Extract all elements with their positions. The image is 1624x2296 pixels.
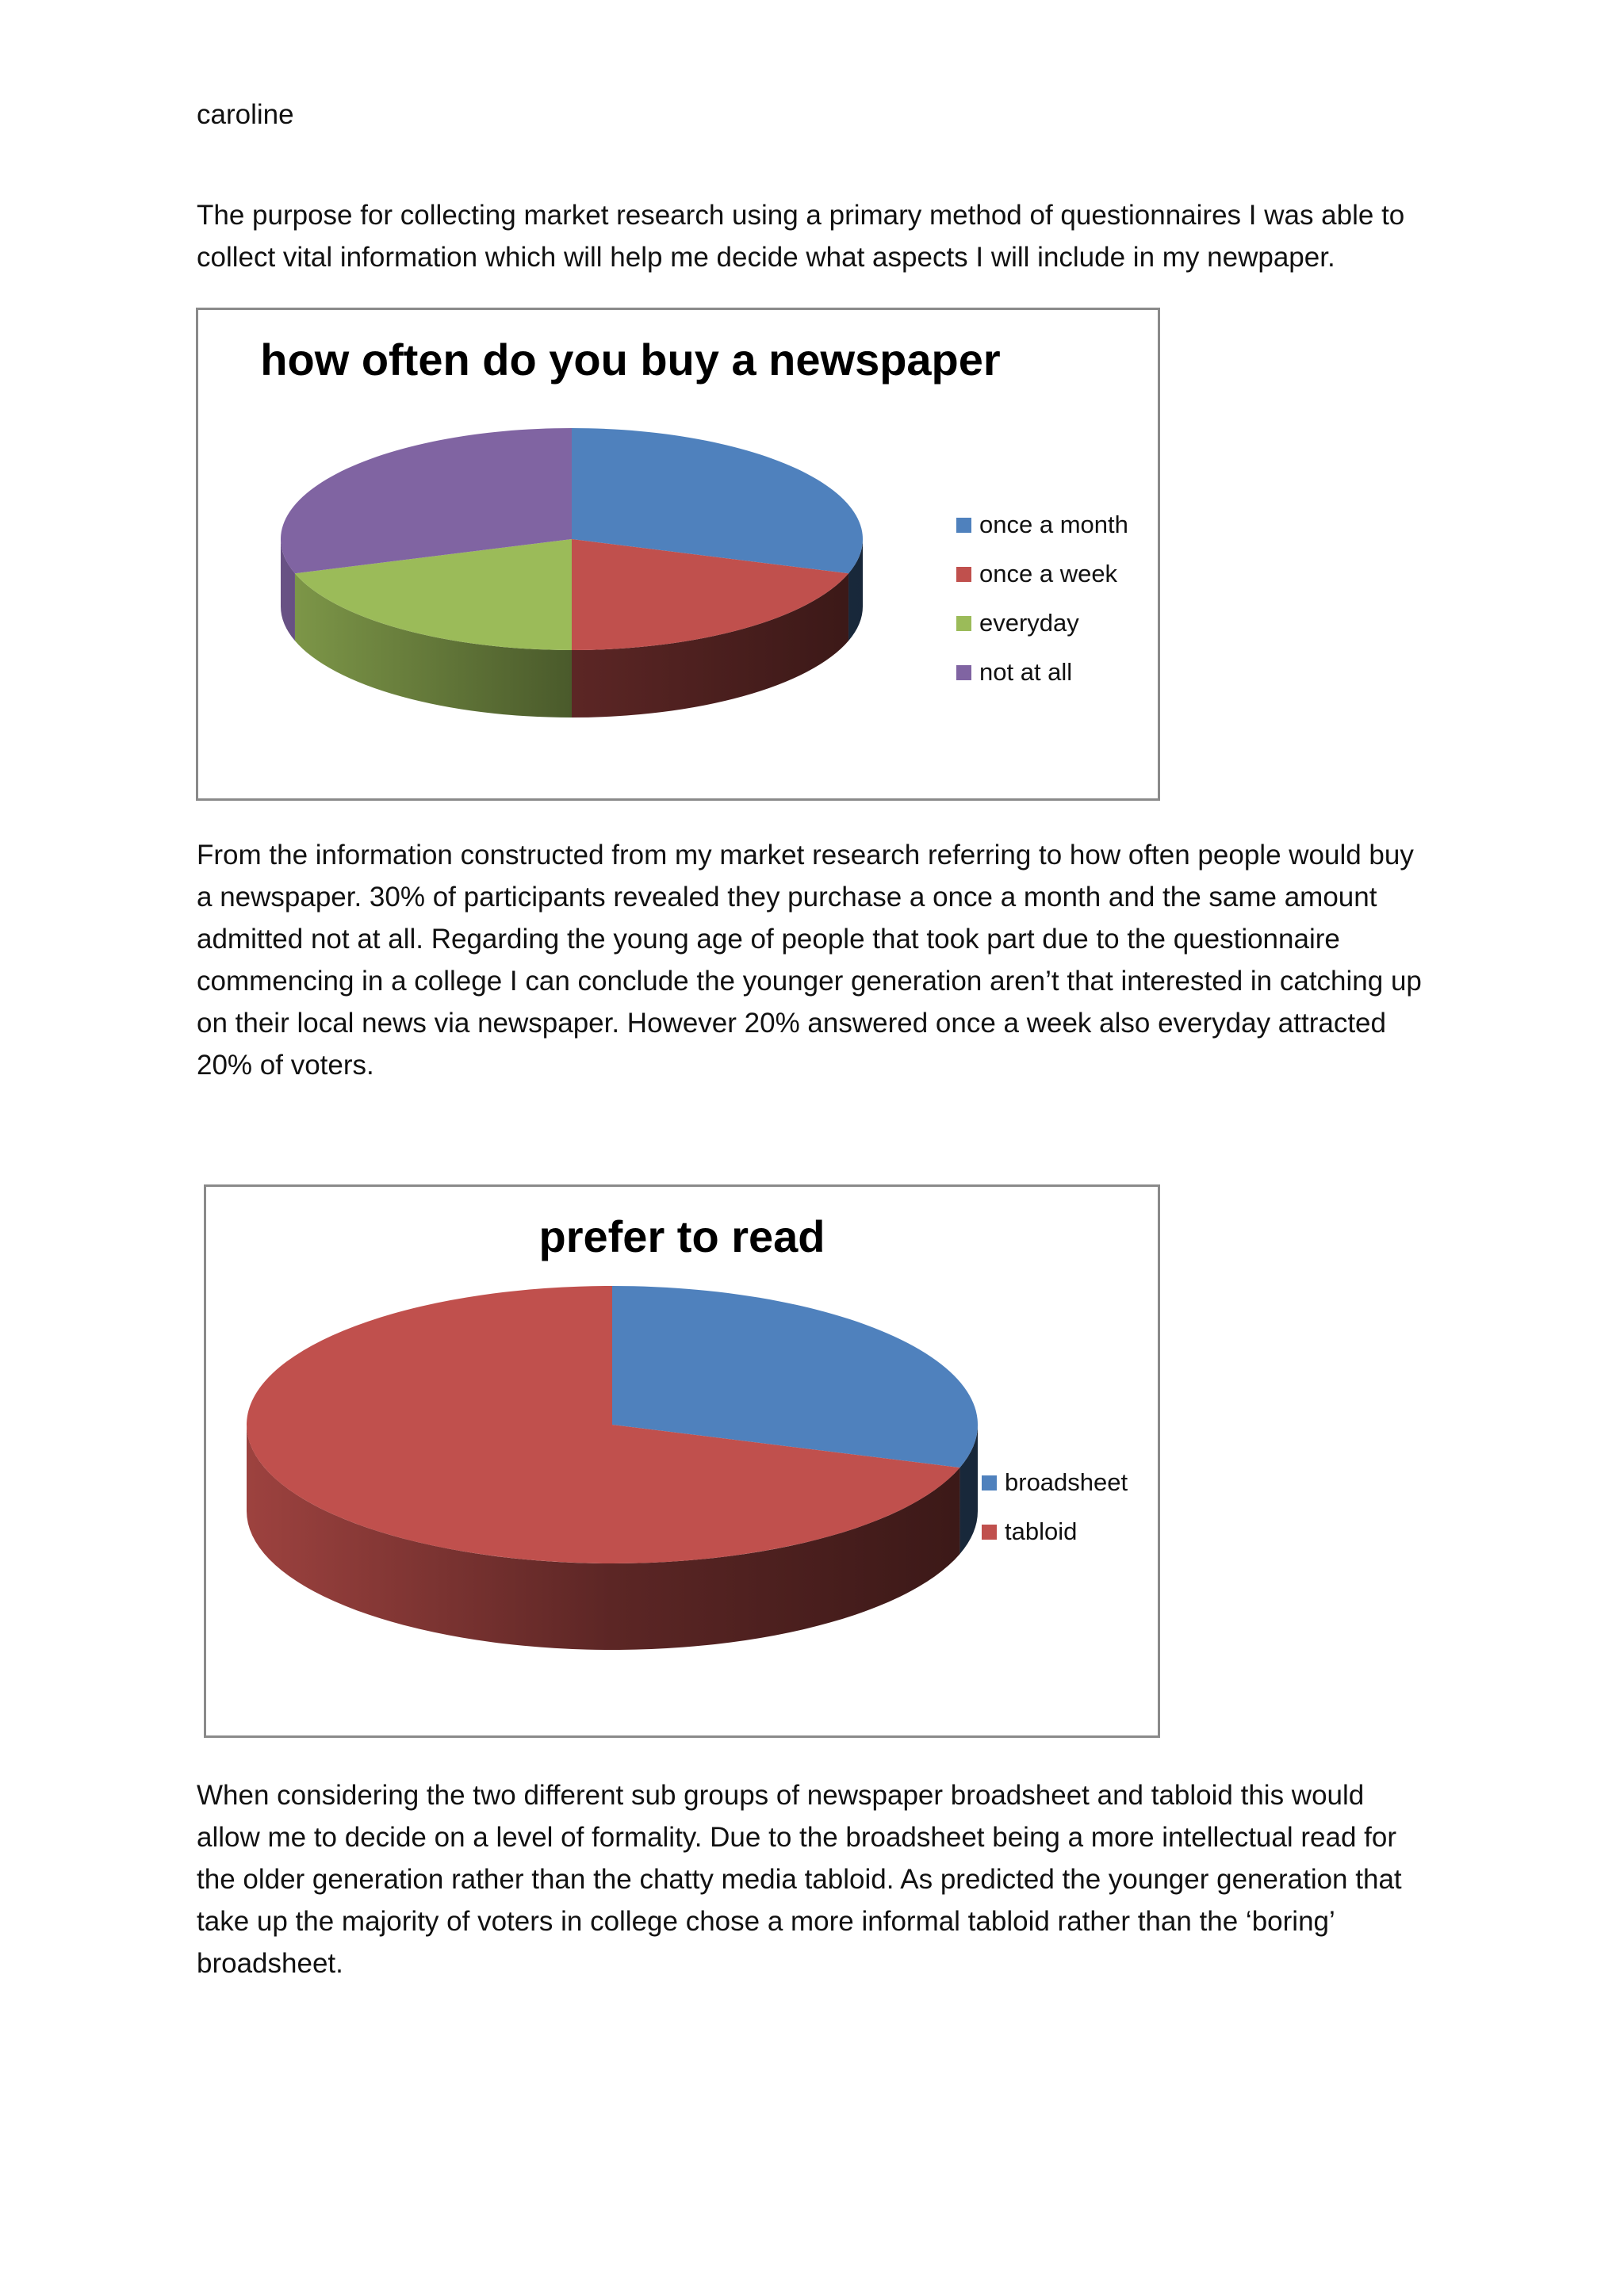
legend-item [956,648,1128,697]
legend-item [956,549,1128,599]
legend-item [982,1458,1128,1507]
legend-swatch [982,1475,997,1490]
author-name: caroline [197,99,294,130]
legend-label: tabloid [1005,1517,1078,1545]
legend-label: once a month [979,511,1128,538]
legend-label: broadsheet [1005,1468,1128,1496]
preference-legend [982,1458,1128,1556]
preference-chart [204,1184,1160,1738]
legend-swatch [982,1525,997,1540]
preference-paragraph: When considering the two different sub groups of newspaper broadsheet and tabloid this would allow me to decide on a level of formality. Due to the broadsheet being a more intellectual read for the older generation rather than the chatty media tabloid. As predicted the younger generation that take up the majority of voters in college chose a more informal tabloid rather than the ‘boring’ broadsheet. [197,1780,1402,1979]
legend-label: not at all [979,658,1073,686]
legend-swatch [956,665,971,680]
legend-label: everyday [979,609,1079,637]
frequency-chart-title: how often do you buy a newspaper [260,335,1001,385]
legend-swatch [956,518,971,533]
legend-item [956,500,1128,549]
legend-swatch [956,567,971,582]
intro-paragraph: The purpose for collecting market research using a primary method of questionnaires I was able to collect vital information which will help me decide what aspects I will include in my newpaper. [197,200,1405,273]
legend-item [956,599,1128,648]
frequency-legend [956,500,1128,697]
legend-swatch [956,616,971,631]
legend-label: once a week [979,560,1118,587]
legend-item [982,1507,1128,1556]
preference-chart-title: prefer to read [538,1211,825,1261]
frequency-paragraph: From the information constructed from my market research referring to how often people would buy a newspaper. 30% of participants revealed they purchase a once a month and the same amount admitted not at all. Regarding the young age of people that took part due to the questionnaire commencing in a college I can conclude the younger generation aren’t that interested in catching up on their local news via newspaper. However 20% answered once a week also everyday attracted 20% of voters. [197,840,1422,1081]
frequency-chart [196,308,1160,801]
